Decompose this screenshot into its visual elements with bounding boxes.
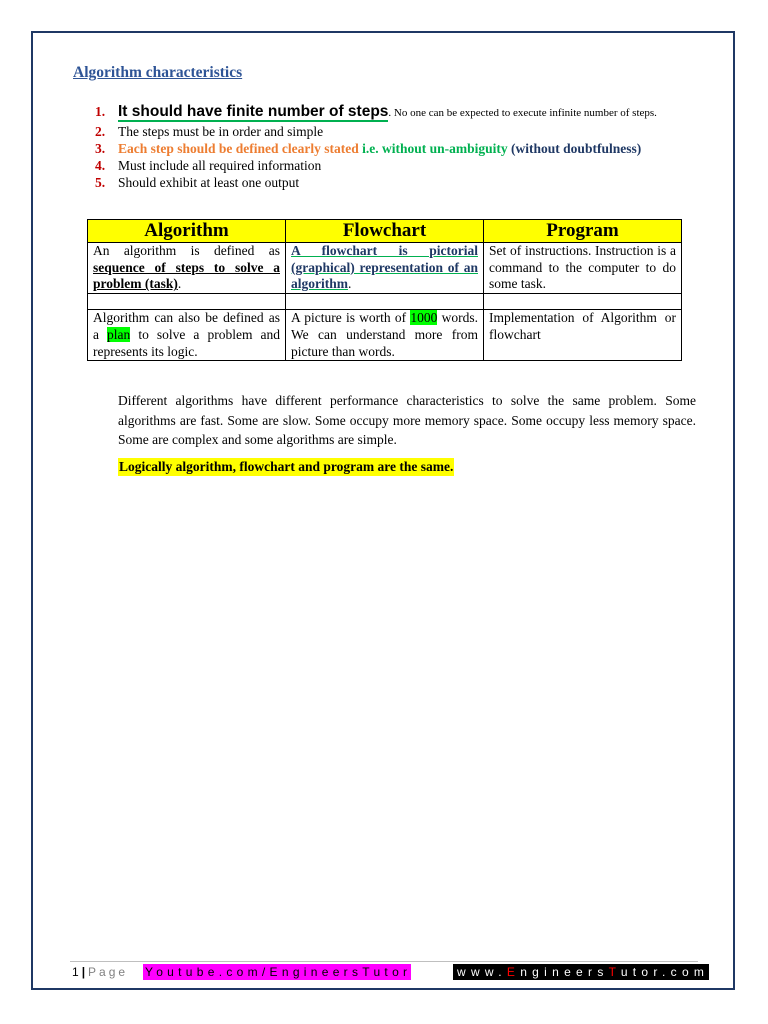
- cell-text: An algorithm is defined as: [93, 243, 280, 258]
- header-algorithm: Algorithm: [88, 220, 286, 243]
- cell-text: Algorithm can also be defined as a: [93, 310, 280, 342]
- table-header-row: [88, 220, 682, 243]
- youtube-link[interactable]: Youtube.com/EngineersTutor: [145, 965, 412, 979]
- cell-text: .: [177, 276, 182, 292]
- web-part: www.: [457, 965, 507, 979]
- body-paragraph: Different algorithms have different performance characteristics to solve the same problem. Some algorithms are fast. Some are slow. Some occupy more memory space. Some occupy less memory space. Some are complex and some algorithms are simple.: [118, 393, 696, 447]
- web-part: utor.com: [620, 965, 710, 979]
- cell-highlight: 1000: [410, 310, 438, 326]
- list-item: [95, 140, 695, 157]
- empty-cell: [484, 294, 682, 310]
- page-number: [72, 965, 128, 979]
- page-word: Page: [88, 965, 129, 979]
- highlighted-note: Logically algorithm, flowchart and program are the same.: [119, 459, 454, 474]
- page-number-value: 1: [72, 965, 79, 979]
- program-definition-cell: Set of instructions. Instruction is a command to the computer to do some task.: [484, 243, 682, 294]
- list-item-text: The steps must be in order and simple: [118, 124, 324, 139]
- list-item: [95, 157, 695, 174]
- web-part: E: [506, 965, 521, 979]
- section-heading: Algorithm characteristics: [73, 64, 243, 81]
- header-program: Program: [484, 220, 682, 243]
- website-link[interactable]: [453, 964, 709, 980]
- cell-bold-text: A flowchart is pictorial (graphical) representation of an algorithm: [291, 243, 478, 292]
- empty-cell: [286, 294, 484, 310]
- table-row: [88, 243, 682, 294]
- list-item-part3: (without doubtfulness): [511, 141, 642, 156]
- empty-cell: [88, 294, 286, 310]
- characteristics-list: [95, 102, 695, 191]
- cell-text: words. We can understand more from picture than words.: [291, 310, 478, 359]
- comparison-table: [87, 219, 682, 361]
- list-item-main: It should have finite number of steps: [118, 103, 389, 120]
- cell-bold-text: sequence of steps to solve a problem (task): [93, 259, 280, 292]
- list-number: 1.: [95, 104, 106, 119]
- list-number: 4.: [95, 158, 106, 173]
- list-number: 5.: [95, 175, 106, 190]
- list-item: [95, 123, 695, 140]
- page-footer: [70, 963, 710, 983]
- list-item-extra: . No one can be expected to execute infinite number of steps.: [388, 107, 657, 119]
- flowchart-definition-cell: [286, 243, 484, 294]
- list-item-text: Must include all required information: [118, 158, 322, 173]
- cell-text: .: [348, 276, 352, 292]
- program-implementation-cell: Implementation of Algorithm or flowchart: [484, 310, 682, 361]
- header-flowchart: Flowchart: [286, 220, 484, 243]
- footer-rule: [70, 961, 698, 962]
- web-part: T: [608, 965, 621, 979]
- list-item: [95, 174, 695, 191]
- page-separator: |: [81, 965, 86, 979]
- algorithm-plan-cell: [88, 310, 286, 361]
- list-number: 2.: [95, 124, 106, 139]
- table-row-empty: [88, 294, 682, 310]
- table-row: [88, 310, 682, 361]
- list-item: [95, 102, 695, 123]
- web-part: ngineers: [520, 965, 609, 979]
- list-number: 3.: [95, 141, 106, 156]
- cell-text: to solve a problem and represents its logic.: [93, 326, 280, 359]
- cell-highlight: plan: [107, 326, 131, 342]
- list-item-text: Should exhibit at least one output: [118, 175, 300, 190]
- algorithm-definition-cell: [88, 243, 286, 294]
- list-item-part2: i.e. without un-ambiguity: [358, 141, 512, 156]
- flowchart-picture-cell: [286, 310, 484, 361]
- cell-text: A picture is worth of: [291, 310, 411, 326]
- list-item-part1: Each step should be defined clearly stated: [118, 141, 359, 156]
